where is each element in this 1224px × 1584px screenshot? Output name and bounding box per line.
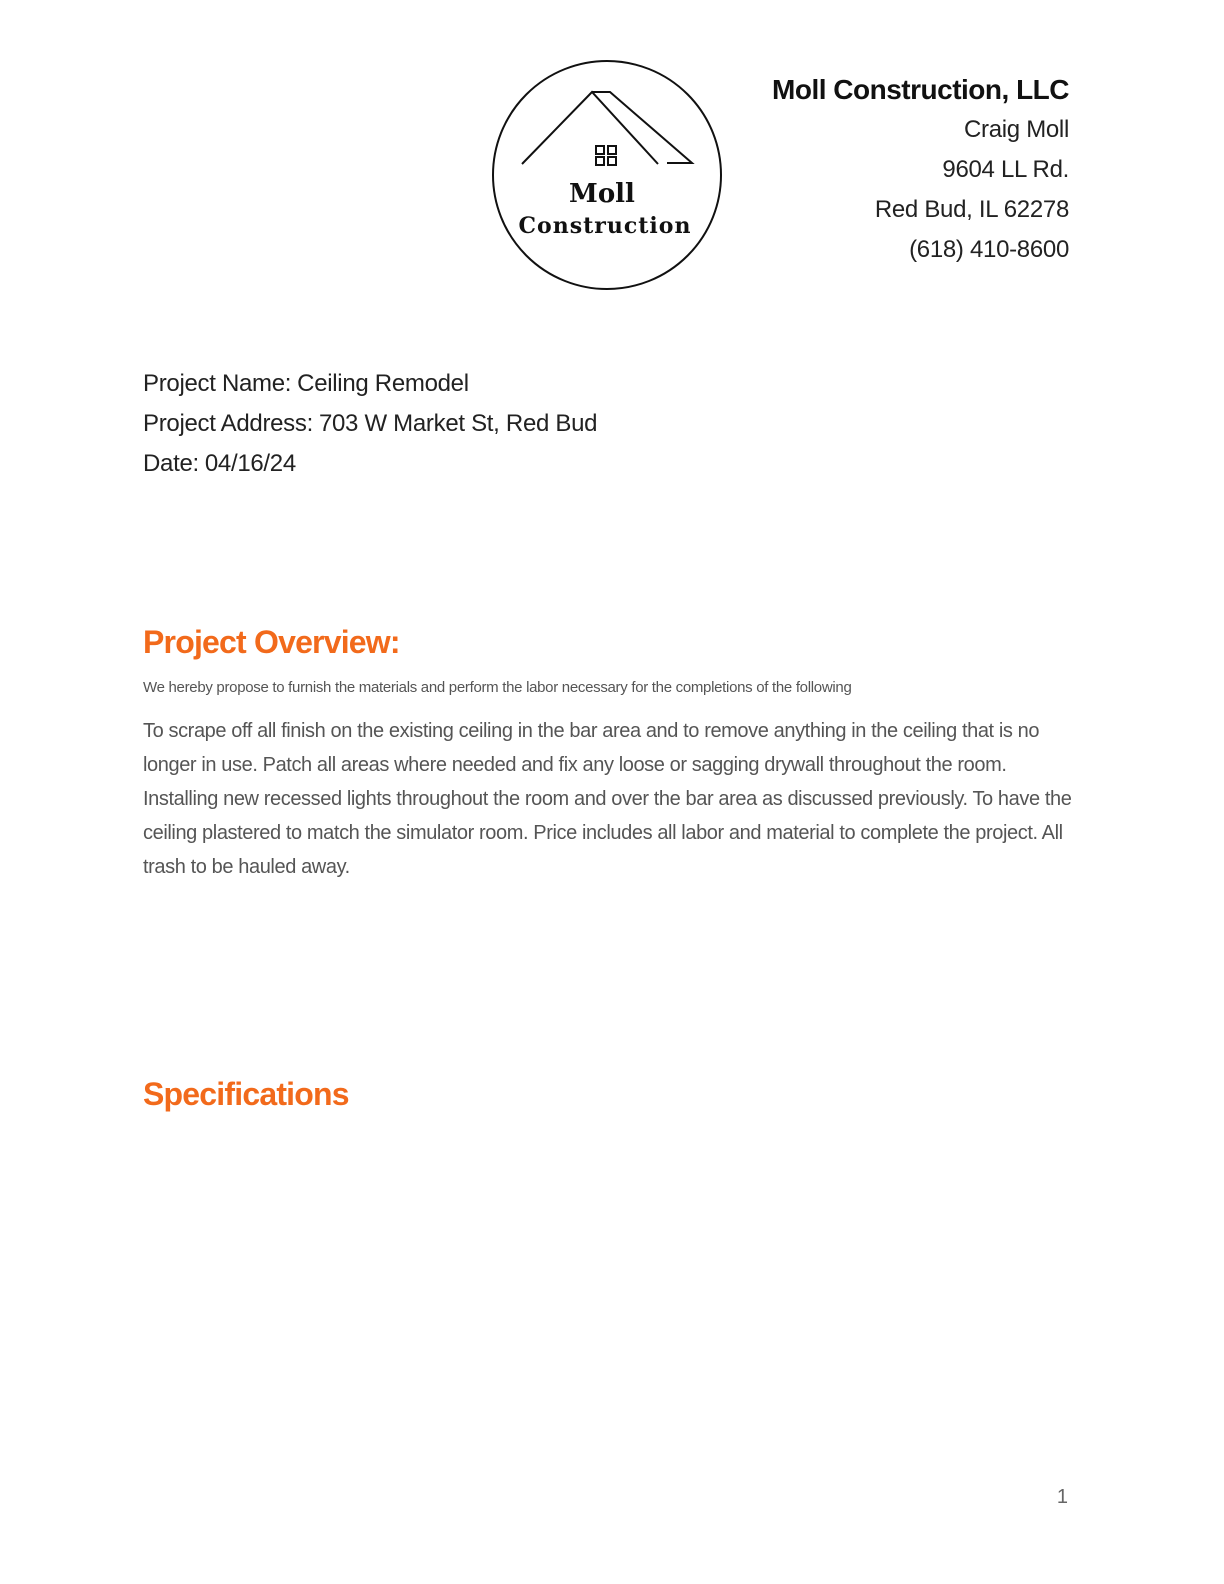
phone-number: (618) 410-8600: [909, 236, 1069, 263]
overview-intro-text: We hereby propose to furnish the materials and perform the labor necessary for the completions of the following: [143, 679, 852, 696]
project-info-block: [143, 364, 843, 484]
project-date-line: [143, 444, 843, 484]
logo-line-1: Moll: [569, 179, 635, 209]
page-number: 1: [1056, 1486, 1068, 1508]
project-address-label: Project Address:: [143, 410, 313, 437]
specifications-heading: Specifications: [143, 1076, 349, 1112]
project-date-label: Date:: [143, 450, 199, 477]
project-name-label: Project Name:: [143, 370, 292, 397]
city-state-zip: Red Bud, IL 62278: [874, 196, 1069, 223]
company-name: Moll Construction, LLC: [772, 74, 1069, 105]
project-name-value: Ceiling Remodel: [297, 370, 469, 397]
project-date-value: 04/16/24: [204, 450, 296, 477]
project-overview-heading: Project Overview:: [143, 624, 400, 660]
overview-body-text: To scrape off all finish on the existing ceiling in the bar area and to remove anything in the ceiling that is no longer in use. Patch all areas where needed and fix any loose or sagging drywall throughout the room. Installing new recessed lights throughout the room and over the bar area as discussed previously. To have the ceiling plastered to match the simulator room. Price includes all labor and material to complete the project. All trash to be hauled away.: [143, 720, 1072, 878]
street-address: 9604 LL Rd.: [942, 156, 1069, 183]
house-roof-window-icon: [490, 60, 724, 292]
project-address-value: 703 W Market St, Red Bud: [318, 410, 598, 437]
project-address-line: [143, 404, 843, 444]
company-logo: [490, 60, 724, 292]
project-name-line: [143, 364, 843, 404]
logo-line-2: Construction: [518, 213, 692, 239]
contact-name: Craig Moll: [963, 116, 1069, 143]
company-contact-block: [709, 70, 1069, 270]
